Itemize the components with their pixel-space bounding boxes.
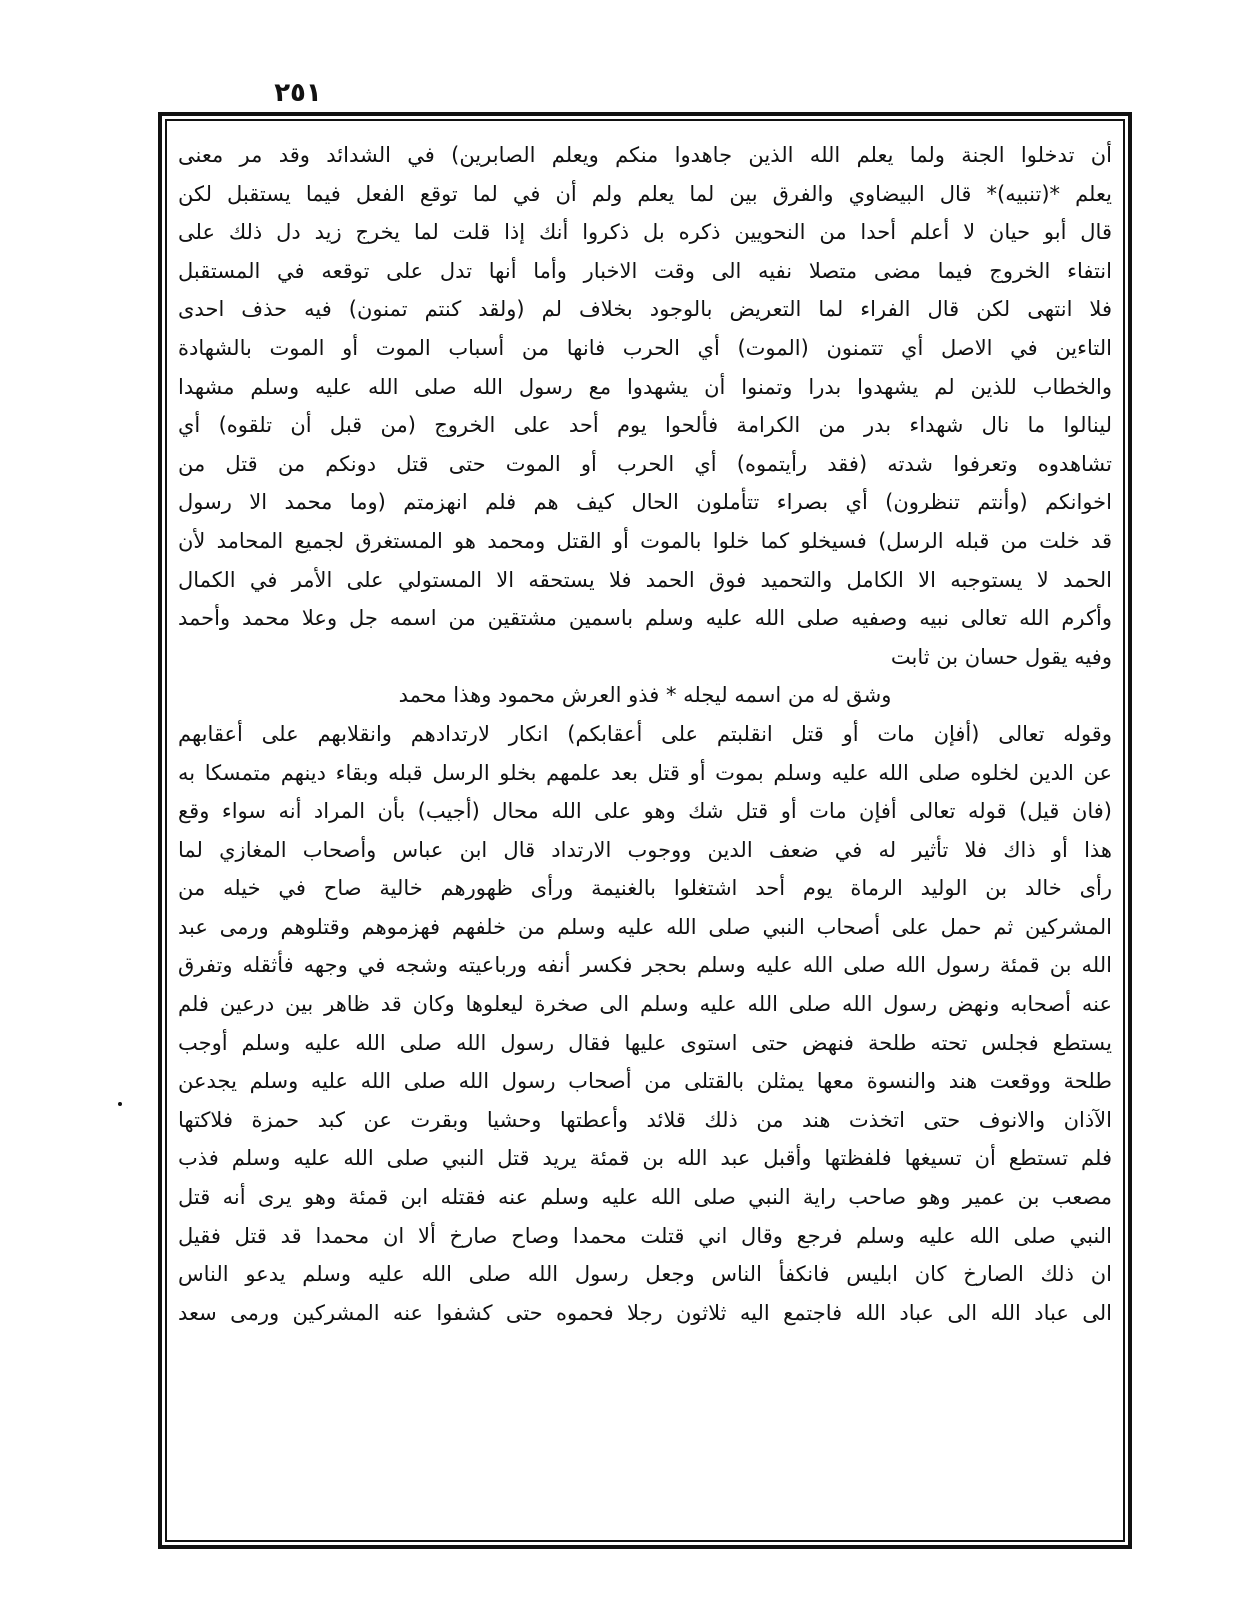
poetry-verse: وشق له من اسمه ليجله * فذو العرش محمود وهذا محمد	[398, 683, 892, 708]
text-line: التاءين في الاصل أي تتمنون (الموت) أي الحرب فانها من أسباب الموت أو الموت بالشهادة	[178, 335, 1112, 360]
text-line: عنه أصحابه ونهض رسول الله صلى الله عليه وسلم الى صخرة ليعلوها وكان قد ظاهر بين درعين فلم	[178, 992, 1112, 1017]
text-line: وأكرم الله تعالى نبيه وصفيه صلى الله عليه وسلم باسمين مشتقين من اسمه جل وعلا محمد وأحمد	[178, 606, 1112, 631]
page-number: ٢٥١	[274, 78, 322, 108]
text-line: هذا أو ذاك فلا تأثير له في ضعف الدين ووجوب الارتداد قال ابن عباس وأصحاب المغازي لما	[178, 837, 1112, 862]
text-line: الحمد لا يستوجبه الا الكامل والتحميد فوق الحمد فلا يستحقه الا المستولي على الأمر في الكمال	[178, 567, 1112, 592]
text-line: النبي صلى الله عليه وسلم فرجع وقال اني قتلت محمدا وصاح صارخ ألا ان محمدا قد قتل فقيل	[178, 1223, 1112, 1248]
text-body	[178, 136, 1112, 1531]
text-line: قال أبو حيان لا أعلم أحدا من النحويين ذكره بل ذكروا أنك إذا قلت لما يخرج زيد دل ذلك على	[178, 220, 1112, 245]
text-line: فلا انتهى لكن قال الفراء لما التعريض بالوجود بخلاف لم (ولقد كنتم تمنون) فيه حذف احدى	[178, 297, 1112, 322]
text-line: المشركين ثم حمل على أصحاب النبي صلى الله عليه وسلم من خلفهم فهزموهم وقتلوهم ورمى عبد	[178, 914, 1112, 939]
text-line: الآذان والانوف حتى اتخذت هند من ذلك قلائد وأعطتها وحشيا وبقرت عن كبد حمزة فلاكتها	[178, 1107, 1112, 1132]
margin-dot	[118, 1102, 122, 1106]
text-line: أن تدخلوا الجنة ولما يعلم الله الذين جاهدوا منكم ويعلم الصابرين) في الشدائد وقد مر معنى	[178, 143, 1112, 167]
text-line: ان ذلك الصارخ كان ابليس فانكفأ الناس وجعل رسول الله صلى الله عليه وسلم يدعو الناس	[178, 1262, 1112, 1287]
text-line: والخطاب للذين لم يشهدوا بدرا وتمنوا أن يشهدوا مع رسول الله صلى الله عليه وسلم مشهدا	[178, 374, 1112, 399]
text-line: رأى خالد بن الوليد الرماة يوم أحد اشتغلوا بالغنيمة ورأى ظهورهم خالية صاح في خيله من	[178, 876, 1112, 901]
text-line: عن الدين لخلوه صلى الله عليه وسلم بموت أو قتل بعد علمهم بخلو الرسل قبله وبقاء دينهم متمسكا به	[178, 760, 1112, 785]
text-line: لينالوا ما نال شهداء بدر من الكرامة فألحوا يوم أحد على الخروج (من قبل أن تلقوه) أي	[178, 413, 1112, 438]
text-line: تشاهدوه وتعرفوا شدته (فقد رأيتموه) أي الحرب أو الموت حتى قتل دونكم من قتل من	[178, 451, 1112, 476]
text-line: (فان قيل) قوله تعالى أفإن مات أو قتل شك وهو على الله محال (أجيب) بأن المراد أنه سواء وقع	[178, 799, 1112, 824]
text-line: يعلم *(تنبيه)* قال البيضاوي والفرق بين لما يعلم ولم أن في لما توقع الفعل فيما يستقبل لكن	[178, 181, 1112, 206]
text-line: وقوله تعالى (أفإن مات أو قتل انقلبتم على أعقابكم) انكار لارتدادهم وانقلابهم على أعقابهم	[178, 721, 1112, 746]
text-line: قد خلت من قبله الرسل) فسيخلو كما خلوا بالموت أو القتل ومحمد هو المستغرق لجميع المحامد لأن	[178, 528, 1112, 553]
text-line: مصعب بن عمير وهو صاحب راية النبي صلى الله عليه وسلم عنه فقتله ابن قمئة وهو يرى أنه قتل	[178, 1185, 1112, 1210]
text-line: انتفاء الخروج فيما مضى متصلا نفيه الى وقت الاخبار وأما أنها تدل على توقعه في المستقبل	[178, 258, 1112, 283]
text-line: طلحة ووقعت هند والنسوة معها يمثلن بالقتلى من أصحاب رسول الله صلى الله عليه وسلم يجدعن	[178, 1069, 1112, 1094]
text-line: اخوانكم (وأنتم تنظرون) أي بصراء تتأملون الحال كيف هم فلم انهزمتم (وما محمد الا رسول	[178, 490, 1112, 515]
text-line: الله بن قمئة رسول الله صلى الله عليه وسلم بحجر فكسر أنفه ورباعيته وشجه في وجهه فأثقله وتفرق	[178, 953, 1112, 978]
text-line: وفيه يقول حسان بن ثابت	[890, 644, 1112, 669]
text-line: الى عباد الله الى عباد الله فاجتمع اليه ثلاثون رجلا فحموه حتى كشفوا عنه المشركين ورمى سعد	[178, 1300, 1112, 1325]
text-line: يستطع فجلس تحته طلحة فنهض حتى استوى عليها فقال رسول الله صلى الله عليه وسلم أوجب	[178, 1030, 1112, 1055]
text-line: فلم تستطع أن تسيغها فلفظتها وأقبل عبد الله بن قمئة يريد قتل النبي صلى الله عليه وسلم فذب	[178, 1146, 1112, 1171]
